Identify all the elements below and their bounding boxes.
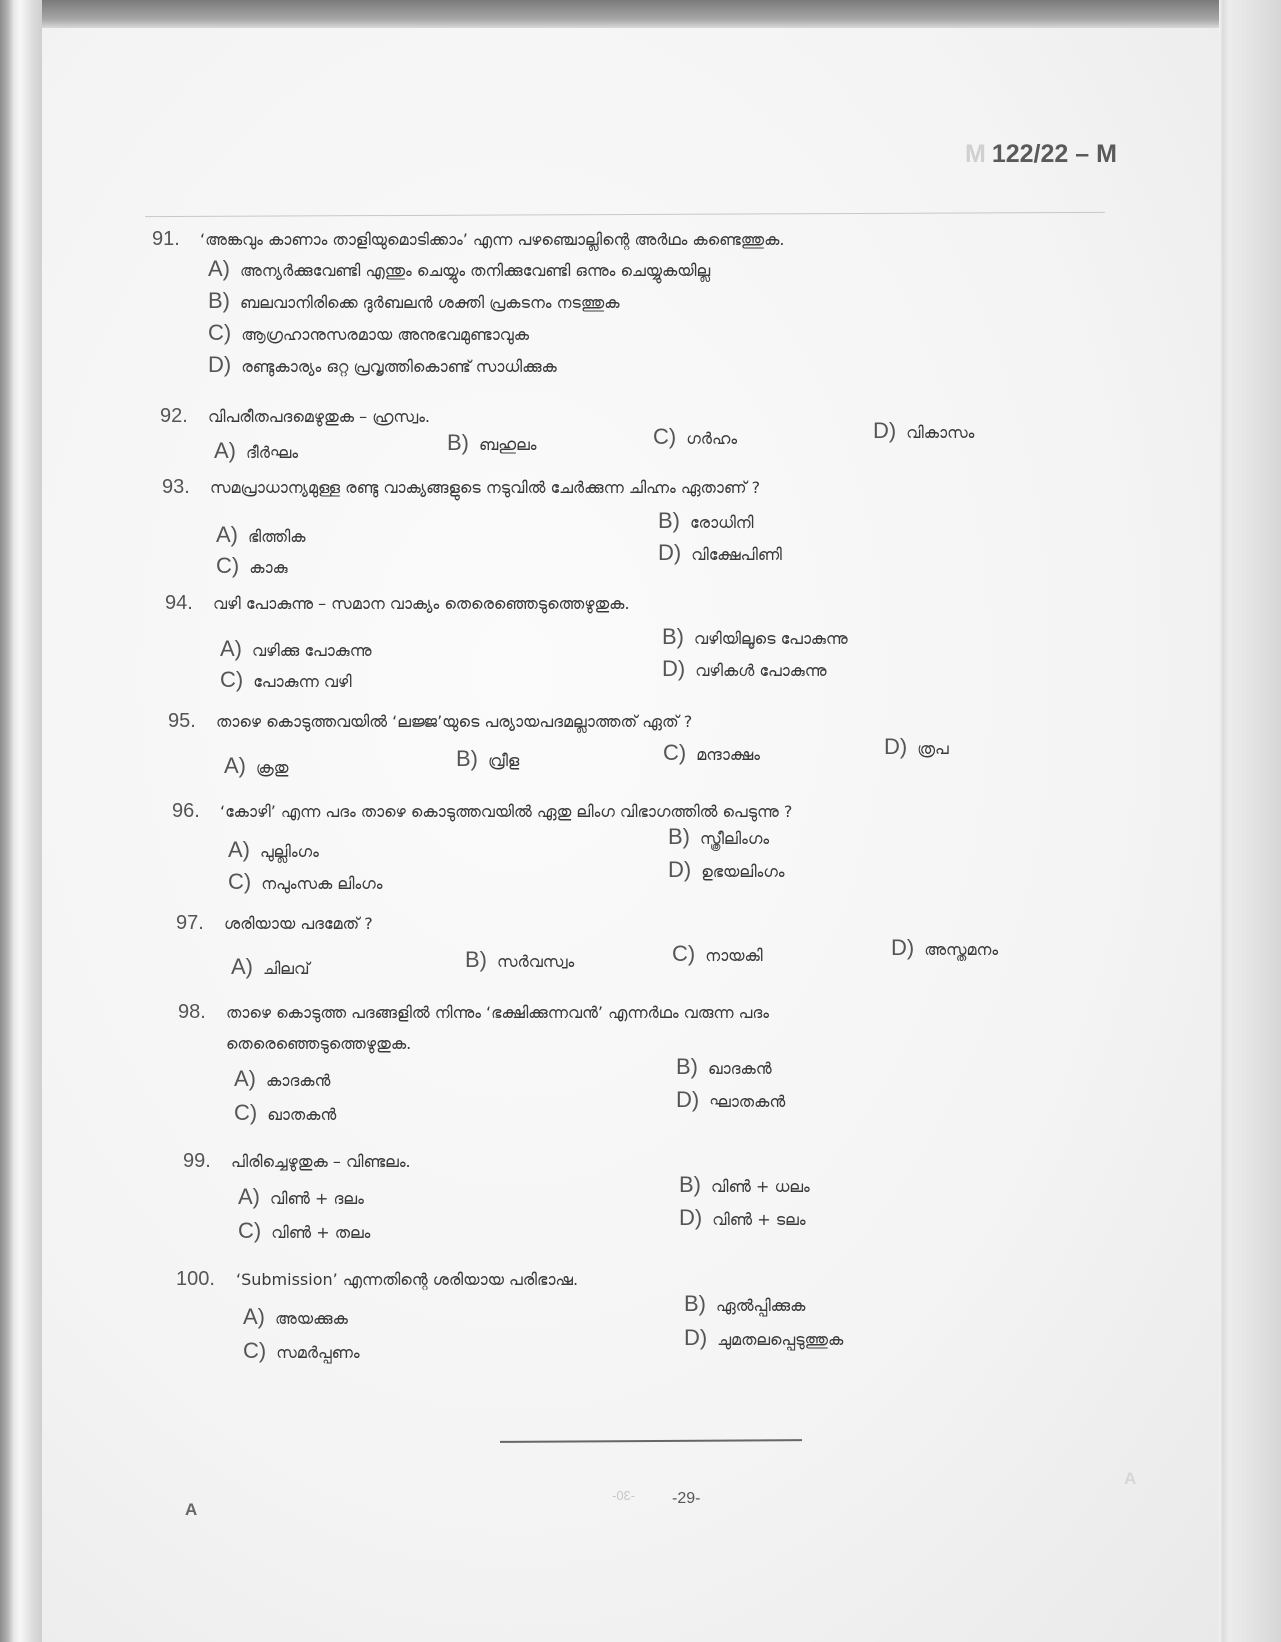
option-text: പോകുന്ന വഴി [253, 672, 352, 691]
option-label: A) [243, 1304, 265, 1329]
option-92-c[interactable] [653, 424, 737, 450]
bleed-through-series-code: A [1124, 1469, 1137, 1488]
option-label: D) [668, 857, 692, 882]
paper-code-ghost: M [965, 140, 986, 168]
option-91-a[interactable] [208, 256, 710, 282]
option-label: C) [208, 320, 232, 345]
question-94 [165, 592, 630, 615]
option-text: അയക്കുക [275, 1309, 348, 1328]
option-label: B) [684, 1291, 706, 1316]
option-text: അസ്തമനം [924, 940, 999, 959]
question-text: ‘അങ്കവും കാണാം താളിയുമൊടിക്കാം’ എന്ന പഴഞ്ചൊല്ലിന്റെ അർഥം കണ്ടെത്തുക. [200, 230, 785, 249]
option-98-c[interactable] [234, 1100, 336, 1126]
question-text: സമപ്രാധാന്യമുള്ള രണ്ടു വാക്യങ്ങളുടെ നടുവിൽ ചേർക്കുന്ന ചിഹ്നം ഏതാണ് ? [210, 478, 761, 497]
scan-right-edge [1219, 0, 1281, 1642]
option-97-b[interactable] [465, 947, 574, 973]
option-label: D) [873, 418, 897, 443]
option-label: B) [662, 624, 684, 649]
question-number: 97. [176, 912, 204, 934]
option-text: ബലവാനിരിക്കെ ദുർബലൻ ശക്തി പ്രകടനം നടത്തുക [240, 293, 620, 312]
option-text: വികാസം [906, 423, 975, 442]
option-98-a[interactable] [234, 1066, 330, 1092]
question-92 [160, 405, 430, 428]
question-number: 92. [160, 405, 188, 427]
option-92-a[interactable] [214, 438, 298, 464]
option-91-d[interactable] [208, 352, 557, 378]
question-97 [176, 912, 373, 935]
option-100-b[interactable] [684, 1291, 805, 1317]
option-96-a[interactable] [228, 837, 319, 863]
series-code: A [185, 1500, 198, 1519]
question-text: ‘Submission’ എന്നതിന്റെ ശരിയായ പരിഭാഷ. [236, 1270, 579, 1289]
option-text: ചിലവ് [263, 959, 310, 978]
option-text: കാകു [249, 558, 288, 577]
option-text: ക്രതു [256, 758, 289, 777]
option-text: നപുംസക ലിംഗം [261, 874, 383, 893]
option-text: ചുമതലപ്പെടുത്തുക [717, 1330, 844, 1349]
option-96-b[interactable] [668, 824, 769, 850]
option-98-b[interactable] [676, 1054, 772, 1080]
option-text: ഭിത്തിക [248, 527, 306, 546]
option-text: വ്രീള [488, 751, 520, 770]
option-label: A) [224, 753, 246, 778]
option-label: D) [884, 734, 908, 759]
question-100 [176, 1268, 578, 1291]
option-label: A) [208, 256, 230, 281]
option-text: രോധിനി [690, 513, 754, 532]
option-text: ത്രപ [917, 739, 949, 758]
option-text: ഗർഹം [686, 429, 738, 448]
question-96 [172, 800, 792, 823]
option-text: കാദകൻ [266, 1071, 331, 1090]
option-label: D) [662, 656, 686, 681]
option-label: B) [668, 824, 690, 849]
option-text: വിക്ഷേപിണി [691, 545, 782, 564]
option-text: സർവസ്വം [497, 952, 575, 971]
option-text: സ്ത്രീലിംഗം [700, 829, 770, 848]
option-93-a[interactable] [216, 522, 306, 548]
option-text: ഉഭയലിംഗം [701, 862, 785, 881]
option-94-b[interactable] [662, 624, 848, 650]
option-label: A) [228, 837, 250, 862]
option-label: D) [658, 540, 682, 565]
option-99-b[interactable] [679, 1172, 810, 1198]
option-98-d[interactable] [676, 1087, 785, 1113]
option-label: A) [234, 1066, 256, 1091]
option-label: C) [653, 424, 677, 449]
option-92-b[interactable] [447, 430, 537, 456]
question-text: പിരിച്ചെഴുതുക – വിണ്ടലം. [231, 1152, 411, 1171]
option-93-b[interactable] [658, 508, 753, 534]
option-label: C) [663, 740, 687, 765]
question-number: 100. [176, 1268, 215, 1290]
question-text: വഴി പോകുന്നു – സമാന വാക്യം തെരെഞ്ഞെടുത്തെഴുതുക. [213, 594, 630, 613]
option-99-c[interactable] [238, 1218, 370, 1244]
option-text: വിൺ + ദലം [270, 1189, 364, 1208]
option-text: അന്യർക്കുവേണ്ടി എന്തും ചെയ്യും തനിക്കുവേണ്ടി ഒന്നും ചെയ്യുകയില്ല [240, 261, 711, 280]
option-97-c[interactable] [672, 941, 763, 967]
question-text: ശരിയായ പദമേത് ? [224, 914, 373, 933]
option-text: വഴികൾ പോകുന്നു [695, 661, 827, 680]
question-text: താഴെ കൊടുത്തവയിൽ ‘ലജ്ജ’യുടെ പര്യായപദമല്ലാത്തത് ഏത് ? [216, 712, 693, 731]
option-91-c[interactable] [208, 320, 529, 346]
option-label: A) [216, 522, 238, 547]
option-label: C) [672, 941, 696, 966]
option-94-d[interactable] [662, 656, 827, 682]
option-label: A) [238, 1184, 260, 1209]
page-number: -29- [672, 1490, 701, 1507]
scan-left-edge [0, 0, 42, 1642]
question-text: ‘കോഴി’ എന്ന പദം താഴെ കൊടുത്തവയിൽ ഏതു ലിംഗ വിഭാഗത്തിൽ പെടുന്നു ? [220, 802, 793, 821]
question-text: താഴെ കൊടുത്ത പദങ്ങളിൽ നിന്നും ‘ഭക്ഷിക്കുന്നവൻ’ എന്നർഥം വരുന്ന പദം [226, 1003, 769, 1022]
question-number: 96. [172, 800, 200, 822]
question-number: 94. [165, 592, 193, 614]
option-99-a[interactable] [238, 1184, 364, 1210]
question-text-continued: തെരെഞ്ഞെടുത്തെഴുതുക. [226, 1034, 412, 1053]
option-label: B) [447, 430, 469, 455]
question-98 [178, 1001, 769, 1054]
option-label: B) [465, 947, 487, 972]
option-label: C) [234, 1100, 258, 1125]
option-label: B) [676, 1054, 698, 1079]
option-100-a[interactable] [243, 1304, 348, 1330]
option-label: B) [658, 508, 680, 533]
option-label: D) [679, 1205, 703, 1230]
option-text: പുല്ലിംഗം [260, 842, 319, 861]
option-label: D) [208, 352, 232, 377]
option-95-d[interactable] [884, 734, 949, 760]
option-92-d[interactable] [873, 418, 974, 444]
question-text: വിപരീതപദമെഴുതുക – ഹ്രസ്വം. [208, 407, 430, 426]
scan-top-edge [0, 0, 1281, 28]
option-94-c[interactable] [220, 667, 352, 693]
option-label: B) [456, 746, 478, 771]
question-95 [168, 710, 692, 733]
option-95-b[interactable] [456, 746, 519, 772]
option-label: D) [891, 935, 915, 960]
question-number: 95. [168, 710, 196, 732]
question-93 [162, 476, 760, 499]
option-label: B) [208, 288, 230, 313]
paper-code-text: 122/22 – M [991, 140, 1117, 168]
question-number: 91. [152, 228, 180, 250]
option-96-d[interactable] [668, 857, 785, 883]
option-text: വിൺ + തലം [271, 1223, 371, 1242]
option-text: ഖാതകൻ [267, 1105, 337, 1124]
option-95-a[interactable] [224, 753, 288, 779]
option-text: വഴിയിലൂടെ പോകുന്നു [694, 629, 848, 648]
option-text: ആഗ്രഹാനുസരമായ അനുഭവമുണ്ടാവുക [241, 325, 529, 344]
option-label: C) [238, 1218, 262, 1243]
option-93-c[interactable] [216, 553, 288, 579]
option-label: C) [243, 1338, 267, 1363]
option-label: B) [679, 1172, 701, 1197]
option-label: C) [228, 869, 252, 894]
option-99-d[interactable] [679, 1205, 806, 1231]
option-97-a[interactable] [231, 954, 309, 980]
option-label: D) [676, 1087, 700, 1112]
option-text: ഘാതകൻ [709, 1092, 786, 1111]
option-text: ഖാദകൻ [708, 1059, 772, 1078]
option-text: ഏൽപ്പിക്കുക [716, 1296, 806, 1315]
option-text: വഴിക്കു പോകുന്നു [252, 641, 372, 660]
option-text: ദീർഘം [246, 443, 299, 462]
option-97-d[interactable] [891, 935, 998, 961]
option-label: C) [216, 553, 240, 578]
option-94-a[interactable] [220, 636, 372, 662]
question-99 [183, 1150, 411, 1173]
option-text: വിൺ + ടലം [712, 1210, 806, 1229]
paper-code [965, 140, 1117, 169]
option-100-c[interactable] [243, 1338, 360, 1364]
option-text: വിൺ + ധലം [711, 1177, 810, 1196]
option-label: A) [231, 954, 253, 979]
option-96-c[interactable] [228, 869, 382, 895]
question-number: 99. [183, 1150, 211, 1172]
option-text: രണ്ടുകാര്യം ഒറ്റ പ്രവൃത്തികൊണ്ട് സാധിക്കുക [241, 357, 557, 376]
option-text: നായകി [705, 946, 763, 965]
option-label: C) [220, 667, 244, 692]
question-number: 93. [162, 476, 190, 498]
option-95-c[interactable] [663, 740, 760, 766]
option-text: ബഹുലം [479, 435, 537, 454]
option-text: മന്ദാക്ഷം [696, 745, 760, 764]
option-91-b[interactable] [208, 288, 619, 314]
option-93-d[interactable] [658, 540, 782, 566]
option-label: D) [684, 1325, 708, 1350]
option-label: A) [220, 636, 242, 661]
option-text: സമർപ്പണം [276, 1343, 360, 1362]
bleed-through-page-number: -30- [612, 1488, 636, 1503]
question-number: 98. [178, 1001, 206, 1023]
option-label: A) [214, 438, 236, 463]
option-100-d[interactable] [684, 1325, 843, 1351]
question-91 [152, 228, 785, 251]
